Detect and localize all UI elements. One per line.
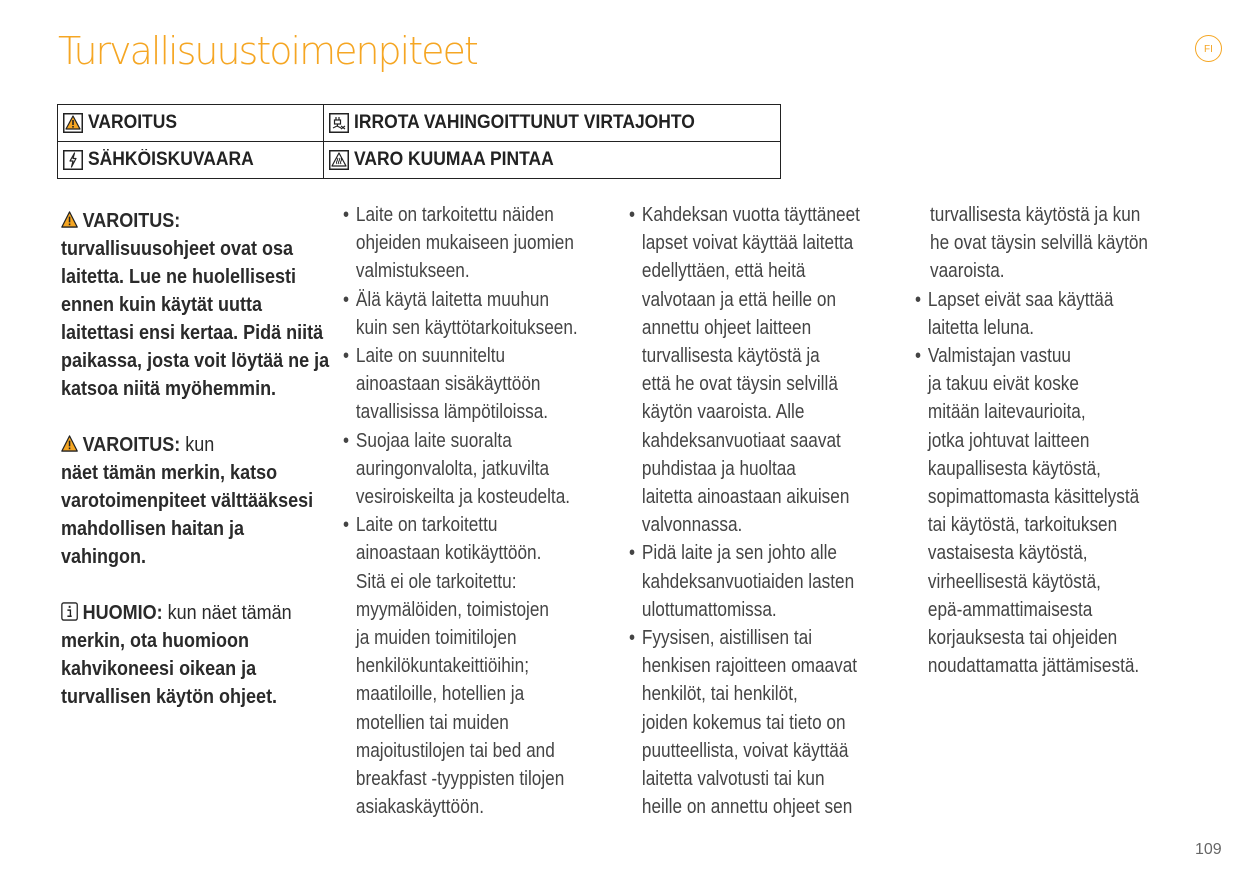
legend-label-warning: VAROITUS xyxy=(88,111,178,133)
legend-cell-hot-surface xyxy=(324,142,781,179)
list-item: • Lapset eivät saa käyttää laitetta leluna. xyxy=(915,286,1195,342)
page-number: 109 xyxy=(1195,841,1222,858)
safety-column-1 xyxy=(343,201,613,821)
warning-symbol-paragraph xyxy=(61,431,331,571)
list-item-continuation: turvallisesta käytöstä ja kun he ovat täysin selvillä käytön vaaroista. xyxy=(930,204,1148,283)
hot-surface-icon xyxy=(329,150,349,170)
list-item: • Pidä laite ja sen johto alle kahdeksanvuotiaiden lasten ulottumattomissa. xyxy=(629,539,909,624)
warning-icon xyxy=(61,210,78,229)
warning-title: VAROITUS: xyxy=(82,210,181,232)
warning-title: VAROITUS: xyxy=(82,434,181,456)
warning-icon xyxy=(61,434,78,453)
warning-intro-column xyxy=(61,207,331,739)
legend-cell-warning xyxy=(58,105,324,142)
warning-paragraph xyxy=(61,207,331,403)
legend-cell-electric-shock xyxy=(58,142,324,179)
warning-text: turvallisuusohjeet ovat osa laitetta. Lue ne huolellisesti ennen kuin käytät uutta laitettasi ensi kertaa. Pidä niitä paikassa, josta voit löytää ne ja katsoa niitä myöhemmin. xyxy=(61,238,330,400)
note-paragraph xyxy=(61,599,331,711)
note-text: merkin, ota huomioon kahvikoneesi oikean ja turvallisen käytön ohjeet. xyxy=(61,630,278,708)
warning-text: näet tämän merkin, katso varotoimenpiteet välttääksesi mahdollisen haitan ja vahingon. xyxy=(61,462,314,568)
legend-row xyxy=(58,105,781,142)
list-item: • Laite on tarkoitettu ainoastaan kotikäyttöön. Sitä ei ole tarkoitettu: myymälöiden, toimistojen ja muiden toimitilojen henkilökuntakeittiöihin; maatiloille, hotellien ja motellien tai muiden majoitustilojen tai bed and breakfast -tyyppisten tilojen asiakaskäyttöön. xyxy=(343,511,623,821)
note-title: HUOMIO: xyxy=(82,602,163,624)
safety-column-3 xyxy=(927,201,1200,680)
list-item: • Suojaa laite suoralta auringonvalolta, jatkuvilta vesiroiskeilta ja kosteudelta. xyxy=(343,427,623,512)
symbol-legend-table xyxy=(57,104,781,179)
legend-row xyxy=(58,142,781,179)
safety-column-2 xyxy=(629,201,899,821)
list-item: • Valmistajan vastuu ja takuu eivät koske mitään laitevaurioita, jotka johtuvat laitteen kaupallisesta käytöstä, sopimattomasta käsittelystä tai käytöstä, tarkoituksen vastaisesta käytöstä, virheellisestä käytöstä, epä-ammattimaisesta korjauksesta tai ohjeiden noudattamatta jättämisestä. xyxy=(915,342,1195,680)
list-item: • Älä käytä laitetta muuhun kuin sen käyttötarkoitukseen. xyxy=(343,286,623,342)
warning-icon xyxy=(63,113,83,133)
list-item: • Laite on suunniteltu ainoastaan sisäkäyttöön tavallisissa lämpötiloissa. xyxy=(343,342,623,427)
legend-label-electric-shock: SÄHKÖISKUVAARA xyxy=(88,148,254,170)
note-text-lead: kun näet tämän xyxy=(162,602,292,624)
legend-cell-unplug xyxy=(324,105,781,142)
list-item: • Fyysisen, aistillisen tai henkisen rajoitteen omaavat henkilöt, tai henkilöt, joiden kokemus tai tieto on puutteellista, voivat käyttää laitetta valvotusti tai kun heille on annettu ohjeet sen xyxy=(629,624,909,821)
legend-label-hot-surface: VARO KUUMAA PINTAA xyxy=(354,148,554,170)
warning-text-lead: kun xyxy=(180,434,215,456)
list-item: • Laite on tarkoitettu näiden ohjeiden mukaiseen juomien valmistukseen. xyxy=(343,201,623,286)
electric-shock-icon xyxy=(63,150,83,170)
legend-label-unplug: IRROTA VAHINGOITTUNUT VIRTAJOHTO xyxy=(354,111,695,133)
language-badge: FI xyxy=(1195,35,1222,62)
page-title: Turvallisuustoimenpiteet xyxy=(58,29,477,73)
list-item: • Kahdeksan vuotta täyttäneet lapset voivat käyttää laitetta edellyttäen, että heitä valvotaan ja että heille on annettu ohjeet laitteen turvallisesta käytöstä ja että he ovat täysin selvillä käytön vaaroista. Alle kahdeksanvuotiaat saavat puhdistaa ja huoltaa laitetta ainoastaan aikuisen valvonnassa. xyxy=(629,201,909,539)
info-icon xyxy=(61,602,78,621)
unplug-icon xyxy=(329,113,349,133)
